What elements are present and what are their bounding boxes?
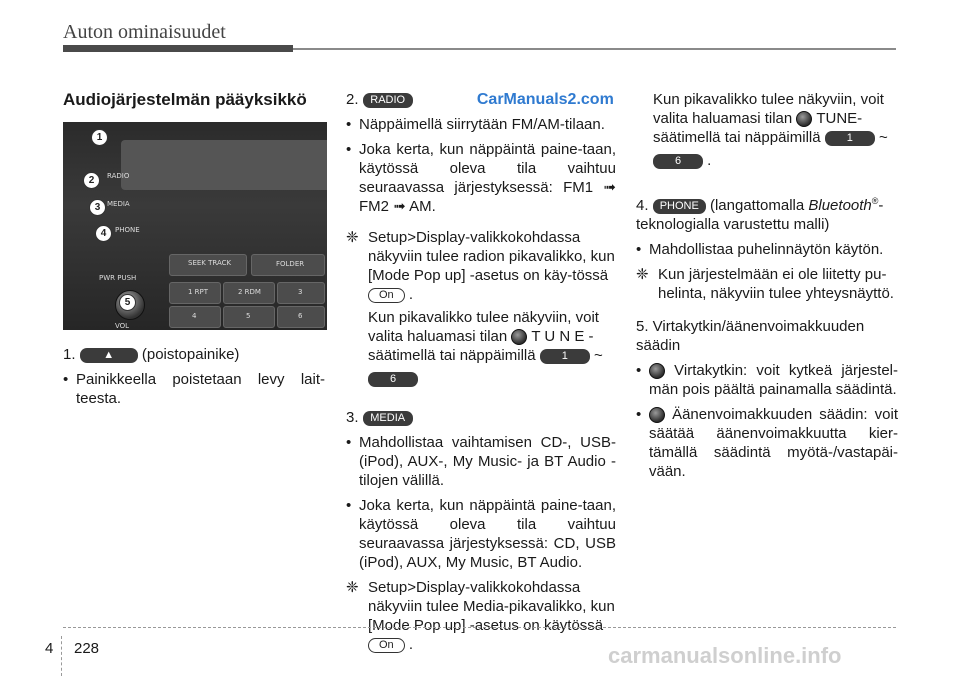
head-unit-photo bbox=[63, 122, 327, 330]
item-3-number: 3. bbox=[346, 409, 359, 426]
footer-divider bbox=[61, 636, 62, 676]
right-column bbox=[636, 90, 898, 487]
preset-key-6: 6 bbox=[368, 372, 418, 387]
preset-button bbox=[169, 282, 221, 304]
photo-label-radio: RADIO bbox=[107, 172, 130, 180]
item-4-desc-b: -teknologialla varustettu malli) bbox=[636, 197, 884, 233]
display-panel bbox=[121, 140, 327, 190]
photo-label-pwr: PWR PUSH bbox=[99, 274, 137, 282]
volume-knob-icon bbox=[649, 407, 665, 423]
power-knob-icon bbox=[649, 363, 665, 379]
photo-label-phone: PHONE bbox=[115, 226, 140, 234]
note-mark: ❈ bbox=[636, 266, 649, 283]
photo-label-folder: FOLDER bbox=[276, 260, 305, 268]
preset-label: 2 RDM bbox=[238, 288, 261, 296]
eject-key: ▲ bbox=[80, 348, 138, 363]
radio-note: ❈ Setup>Display-valikkokohdassa näkyviin tulee radion pikavalikko, kun [Mode Pop up] -asetus on käy-tössä On . Kun pikavalikko tulee näkyviin, voit valita haluamasi tilan T U N E - säätimellä tai näppäimillä 1 ~ 6 bbox=[346, 228, 616, 388]
item-4-line bbox=[636, 192, 898, 234]
left-column bbox=[63, 90, 325, 123]
item-4-number: 4. bbox=[636, 197, 649, 214]
bluetooth-word: Bluetooth bbox=[808, 197, 872, 214]
preset-label: 6 bbox=[298, 312, 303, 320]
callout-4: 4 bbox=[95, 225, 112, 242]
header-rule-dark bbox=[63, 45, 293, 52]
radio-note-cont bbox=[368, 308, 616, 388]
callout-2: 2 bbox=[83, 172, 100, 189]
section-title: Audiojärjestelmän pääyksikkö bbox=[63, 90, 307, 109]
preset-button bbox=[169, 306, 221, 328]
photo-label-media: MEDIA bbox=[107, 200, 130, 208]
phone-note-text: Kun järjestelmään ei ole liitetty pu-helinta, näkyviin tulee yhteysnäyttö. bbox=[658, 266, 894, 302]
preset-label: 1 RPT bbox=[188, 288, 209, 296]
radio-note-text-c: säätimellä tai näppäimillä bbox=[368, 347, 536, 364]
key-6-row bbox=[368, 369, 616, 388]
preset-label: 4 bbox=[192, 312, 197, 320]
key-6-row: 6 . bbox=[653, 151, 898, 170]
volume-bullet bbox=[636, 405, 898, 481]
chapter-number: 4 bbox=[45, 640, 54, 657]
on-key: On bbox=[368, 638, 405, 653]
power-bullet-text: Virtakytkin: voit kytkeä järjestel-män pois päältä painamalla säädintä. bbox=[649, 362, 898, 398]
callout-1: 1 bbox=[91, 129, 108, 146]
footer-rule bbox=[63, 627, 896, 628]
photo-label-vol: VOL bbox=[115, 322, 130, 330]
folder-button bbox=[251, 254, 325, 276]
note-mark: ❈ bbox=[346, 579, 359, 596]
watermark-carmanuals: CarManuals2.com bbox=[476, 91, 614, 108]
volume-bullet-text: Äänenvoimakkuuden säädin: voit säätää äänenvoimakkuutta kier-tämällä säädintä myötä-/vastapäi-vään. bbox=[649, 406, 898, 480]
item-1-number: 1. bbox=[63, 346, 76, 363]
item-1-line bbox=[63, 345, 325, 364]
media-bullet-1: • Mahdollistaa vaihtamisen CD-, USB- (iPod), AUX-, My Music- ja BT Audio -tilojen välillä. bbox=[346, 433, 616, 490]
item-2-number: 2. bbox=[346, 91, 359, 108]
tilde: ~ bbox=[593, 347, 603, 364]
preset-label: 5 bbox=[246, 312, 251, 320]
callout-3: 3 bbox=[89, 199, 106, 216]
preset-label: 3 bbox=[298, 288, 303, 296]
tune-label: T U N E - bbox=[531, 328, 594, 345]
page-number: 228 bbox=[74, 640, 100, 657]
radio-note-text-a: Setup>Display-valikkokohdassa näkyviin tulee radion pikavalikko, kun [Mode Pop up] -asetus on käy-tössä bbox=[368, 229, 615, 284]
registered-mark: ® bbox=[871, 196, 879, 206]
item-1-desc: (poistopainike) bbox=[141, 346, 240, 363]
media-note: ❈ Setup>Display-valikkokohdassa näkyviin tulee Media-pikavalikko, kun [Mode Pop up] -asetus on käytössä On . bbox=[346, 579, 615, 653]
media-key: MEDIA bbox=[363, 411, 413, 426]
preset-key-1: 1 bbox=[825, 131, 875, 146]
media-note-cont bbox=[636, 90, 898, 170]
running-header-title: Auton ominaisuudet bbox=[63, 21, 226, 43]
radio-bullet-1: • Näppäimellä siirrytään FM/AM-tilaan. bbox=[346, 115, 616, 134]
tilde: ~ bbox=[878, 129, 888, 146]
tune-knob-icon bbox=[796, 111, 812, 127]
preset-key-1: 1 bbox=[540, 349, 590, 364]
phone-note bbox=[636, 265, 898, 303]
radio-note-text-b: Kun pikavalikko tulee näkyviin, voit valita haluamasi tilan bbox=[368, 309, 599, 345]
preset-button bbox=[277, 306, 325, 328]
footer-watermark: carmanualsonline.info bbox=[608, 643, 842, 668]
callout-5: 5 bbox=[119, 294, 136, 311]
item-3-line bbox=[346, 408, 616, 427]
phone-key: PHONE bbox=[653, 199, 706, 214]
item-4-desc-a: (langattomalla bbox=[709, 197, 805, 214]
preset-button bbox=[223, 282, 275, 304]
preset-key-6: 6 bbox=[653, 154, 703, 169]
media-note-text: Setup>Display-valikkokohdassa näkyviin tulee Media-pikavalikko, kun [Mode Pop up] -asetus on käytössä bbox=[368, 579, 615, 634]
right-cont-b: TUNE-säätimellä tai näppäimillä bbox=[653, 110, 863, 146]
seek-track-button bbox=[169, 254, 247, 276]
item-2-line bbox=[346, 90, 616, 109]
preset-button bbox=[223, 306, 275, 328]
item-1-block bbox=[63, 345, 325, 414]
tune-knob-icon bbox=[511, 329, 527, 345]
power-bullet bbox=[636, 361, 898, 399]
item-1-bullet: • Painikkeella poistetaan levy lait-teesta. bbox=[63, 370, 325, 408]
photo-label-seek: SEEK TRACK bbox=[188, 259, 232, 267]
preset-button bbox=[277, 282, 325, 304]
header-rule-light bbox=[293, 48, 896, 50]
middle-column bbox=[346, 90, 616, 660]
radio-key: RADIO bbox=[363, 93, 413, 108]
note-mark: ❈ bbox=[346, 229, 359, 246]
radio-bullet-2: • Joka kerta, kun näppäintä paine-taan, käytössä oleva tila vaihtuu seuraavassa järjestyksessä: FM1 ➟ FM2 ➟ AM. bbox=[346, 140, 616, 216]
item-5-title: 5. Virtakytkin/äänenvoimakkuuden säädin bbox=[636, 318, 865, 354]
right-cont-a: Kun pikavalikko tulee näkyviin, voit valita haluamasi tilan bbox=[653, 91, 884, 127]
on-key: On bbox=[368, 288, 405, 303]
phone-bullet: • Mahdollistaa puhelinnäytön käytön. bbox=[636, 240, 898, 259]
media-bullet-2: • Joka kerta, kun näppäintä paine-taan, käytössä oleva tila vaihtuu seuraavassa järjestyksessä: CD, USB (iPod), AUX, My Music, BT Audio. bbox=[346, 496, 616, 572]
